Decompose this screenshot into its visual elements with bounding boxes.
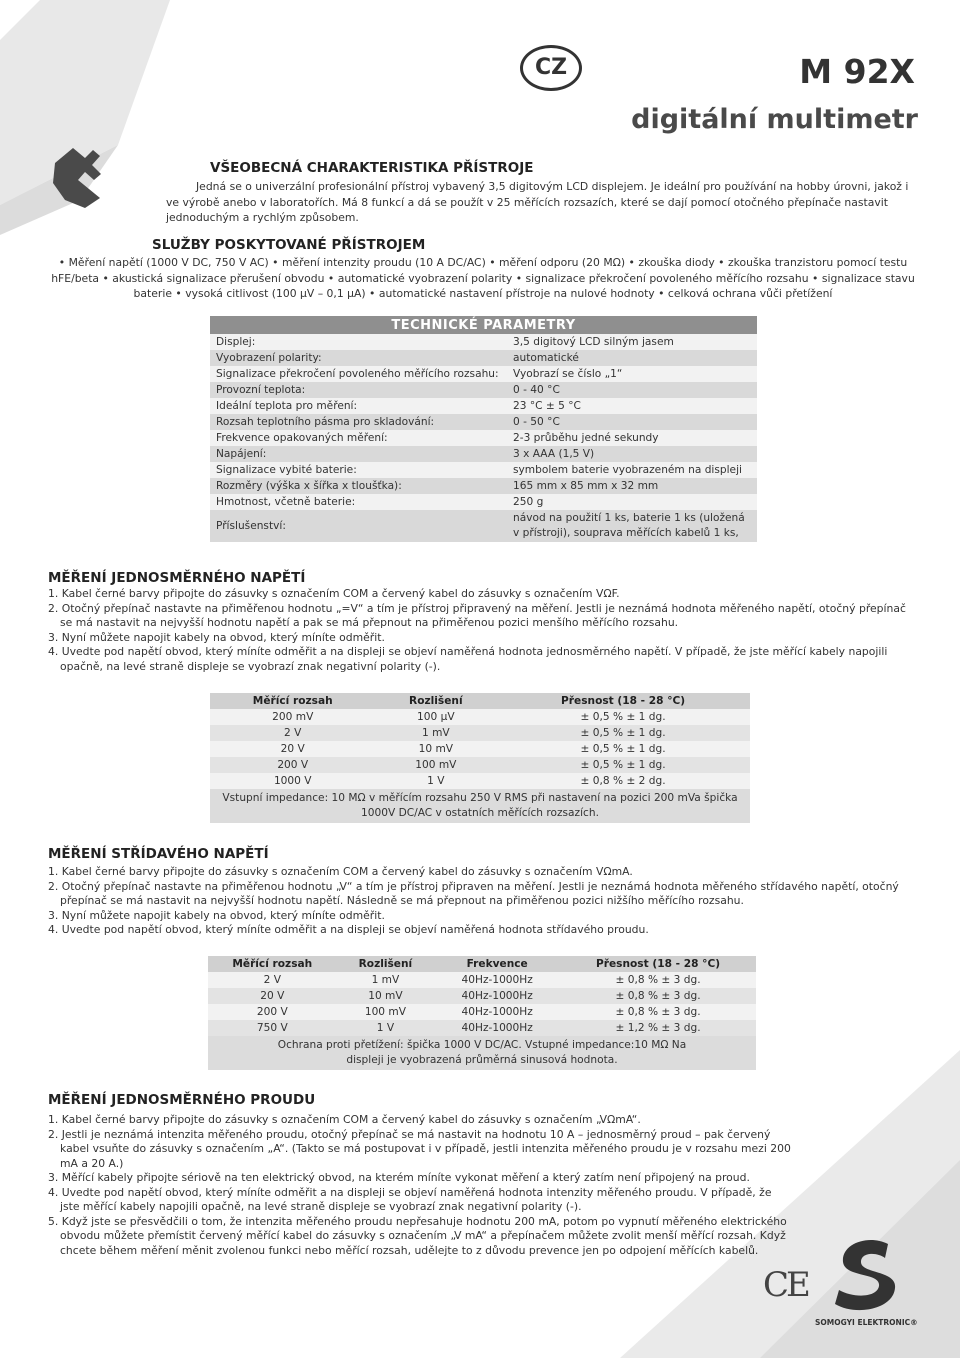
param-label: Vyobrazení polarity: xyxy=(210,350,507,366)
list-item: 3. Měřící kabely připojte sériově na ten elektrický obvod, na kterém míníte vykonat měření a který zatím není připojený na proud. xyxy=(48,1171,750,1184)
param-label: Provozní teplota: xyxy=(210,382,507,398)
table-row xyxy=(210,382,757,398)
tech-params-table xyxy=(210,316,757,542)
param-value: 2-3 průběhu jedné sekundy xyxy=(507,430,757,446)
table-note: Vstupní impedance: 10 MΩ v měřícím rozsahu 250 V RMS při nastavení na pozici 200 mVa špička 1000V DC/AC v ostatních měřících rozsazích. xyxy=(210,789,750,823)
dcv-steps xyxy=(48,587,918,674)
cell: ± 0,5 % ± 1 dg. xyxy=(496,725,750,741)
param-label: Ideální teplota pro měření: xyxy=(210,398,507,414)
table-row xyxy=(210,414,757,430)
table-row xyxy=(208,972,756,988)
cell: 100 μV xyxy=(375,709,496,725)
column-header: Přesnost (18 - 28 °C) xyxy=(560,956,756,972)
param-label: Signalizace překročení povoleného měřícího rozsahu: xyxy=(210,366,507,382)
cell: 1 mV xyxy=(375,725,496,741)
cell: ± 1,2 % ± 3 dg. xyxy=(560,1020,756,1036)
cell: 1 V xyxy=(375,773,496,789)
table-row xyxy=(210,741,750,757)
cell: 750 V xyxy=(208,1020,337,1036)
cell: 200 V xyxy=(210,757,375,773)
acv-table xyxy=(208,956,756,1070)
table-row xyxy=(210,725,750,741)
param-label: Napájení: xyxy=(210,446,507,462)
column-header: Rozlišení xyxy=(337,956,435,972)
table-row xyxy=(210,446,757,462)
table-row xyxy=(210,773,750,789)
cell: ± 0,5 % ± 1 dg. xyxy=(496,709,750,725)
brand-name: SOMOGYI ELEKTRONIC® xyxy=(815,1318,918,1327)
services-heading: SLUŽBY POSKYTOVANÉ PŘÍSTROJEM xyxy=(152,237,426,253)
table-row xyxy=(210,709,750,725)
param-label: Hmotnost, včetně baterie: xyxy=(210,494,507,510)
dcv-table xyxy=(210,693,750,823)
table-row xyxy=(208,1020,756,1036)
param-value: 3 x AAA (1,5 V) xyxy=(507,446,757,462)
cell: ± 0,8 % ± 3 dg. xyxy=(560,1004,756,1020)
param-value: 165 mm x 85 mm x 32 mm xyxy=(507,478,757,494)
table-row xyxy=(210,366,757,382)
model-number: M 92X xyxy=(799,52,915,91)
cell: 40Hz-1000Hz xyxy=(434,1004,560,1020)
param-value: 23 °C ± 5 °C xyxy=(507,398,757,414)
list-item: 1. Kabel černé barvy připojte do zásuvky s označením COM a červený kabel do zásuvky s označením VΩmA. xyxy=(48,865,633,878)
cell: 10 mV xyxy=(375,741,496,757)
list-item: 2. Otočný přepínač nastavte na přiměřenou hodnotu „=V“ a tím je přístroj připravený na měření. Jestli je neznámá hodnota měřeného napětí, otočný přepínač se má nastavit na nejvyšší hodnotu napětí a pak se má přepnout na přiměřenou pozici menšího měřícího rozsahu. xyxy=(48,601,906,629)
cell: 1000 V xyxy=(210,773,375,789)
general-text: Jedná se o univerzální profesionální přístroj vybavený 3,5 digitovým LCD displejem. Je ideální pro používání na hobby úrovni, jakož i ve výrobě anebo v laboratořích. Má 8 funkcí a dá se použít v 25 měřících rozsazích, které se dají pomocí otočného přepínače nastavit jednoduchým a rychlým způsobem. xyxy=(166,180,909,224)
dca-steps xyxy=(48,1113,793,1258)
cell: 2 V xyxy=(210,725,375,741)
dca-heading: MĚŘENÍ JEDNOSMĚRNÉHO PROUDU xyxy=(48,1092,316,1108)
list-item: 4. Uvedte pod napětí obvod, který míníte odměřit a na displeji se objeví naměřená hodnota jednosměrného napětí. V případě, že jste měřící kabely napojili opačně, na levé straně displeje se vyobrazí znak negativní polarity (-). xyxy=(48,645,888,673)
general-heading: VŠEOBECNÁ CHARAKTERISTIKA PŘÍSTROJE xyxy=(210,160,534,176)
cell: 2 V xyxy=(208,972,337,988)
param-value: symbolem baterie vyobrazeném na displeji xyxy=(507,462,757,478)
column-header: Rozlišení xyxy=(375,693,496,709)
table-row xyxy=(208,988,756,1004)
cell: 100 mV xyxy=(375,757,496,773)
param-value: automatické xyxy=(507,350,757,366)
param-value: 0 - 40 °C xyxy=(507,382,757,398)
list-item: 4. Uvedte pod napětí obvod, který míníte odměřit a na displeji se objeví naměřená hodnota střídavého proudu. xyxy=(48,923,649,936)
param-label: Displej: xyxy=(210,334,507,350)
table-row xyxy=(210,510,757,542)
param-value: 0 - 50 °C xyxy=(507,414,757,430)
cell: 100 mV xyxy=(337,1004,435,1020)
list-item: 1. Kabel černé barvy připojte do zásuvky s označením COM a červený kabel do zásuvky s označením „VΩmA“. xyxy=(48,1113,641,1126)
acv-steps xyxy=(48,865,918,938)
param-value: 3,5 digitový LCD silným jasem xyxy=(507,334,757,350)
table-row xyxy=(210,478,757,494)
ce-mark: CE xyxy=(763,1265,808,1305)
cell: 10 mV xyxy=(337,988,435,1004)
param-label: Frekvence opakovaných měření: xyxy=(210,430,507,446)
list-item: 2. Jestli je neznámá intenzita měřeného proudu, otočný přepínač se má nastavit na hodnotu 10 A – jednosměrný proud – pak červený kabel vsuňte do zásuvky s označením „A“. (Takto se má postupovat i v případě, jestli intenzita měřeného proudu je v rozsahu mezi 200 mA a 20 A.) xyxy=(48,1127,791,1170)
cell: 40Hz-1000Hz xyxy=(434,972,560,988)
table-row xyxy=(210,462,757,478)
table-row xyxy=(210,494,757,510)
list-item: 2. Otočný přepínač nastavte na přiměřenou hodnotu „V“ a tím je přístroj připraven na měření. Jestli je neznámá hodnota měřeného střídavého napětí, otočný přepínač se má nastavit na nejvyšší hodnotu napětí. Následně se má přepnout na přiměřenou pozici nižšího měřícího rozsahu. xyxy=(48,879,899,907)
cell: 1 V xyxy=(337,1020,435,1036)
table-row xyxy=(210,350,757,366)
list-item: 4. Uvedte pod napětí obvod, který míníte odměřit a na displeji se objeví naměřená hodnota intenzity měřeného proudu. V případě, že jste měřící kabely napojili opačně, na levé straně displeje se vyobrazí znak negativní polarity (-). xyxy=(48,1185,772,1213)
tech-params-title: TECHNICKÉ PARAMETRY xyxy=(210,316,757,334)
param-label: Rozsah teplotního pásma pro skladování: xyxy=(210,414,507,430)
column-header: Přesnost (18 - 28 °C) xyxy=(496,693,750,709)
cell: 20 V xyxy=(210,741,375,757)
param-label: Příslušenství: xyxy=(210,510,507,542)
acv-heading: MĚŘENÍ STŘÍDAVÉHO NAPĚTÍ xyxy=(48,846,269,862)
param-label: Rozměry (výška x šířka x tloušťka): xyxy=(210,478,507,494)
country-badge: CZ xyxy=(520,45,582,91)
table-row xyxy=(210,398,757,414)
param-value: 250 g xyxy=(507,494,757,510)
cell: ± 0,8 % ± 3 dg. xyxy=(560,972,756,988)
page-subtitle: digitální multimetr xyxy=(631,104,918,135)
column-header: Měřící rozsah xyxy=(208,956,337,972)
services-text: • Měření napětí (1000 V DC, 750 V AC) • měření intenzity proudu (10 A DC/AC) • měření odporu (20 MΩ) • zkouška diody • zkouška tranzistoru pomocí testu hFE/beta • akustická signalizace přerušení obvodu • automatické vyobrazení polarity • signalizace překročení povoleného měřícího rozsahu • signalizace stavu baterie • vysoká citlivost (100 μV – 0,1 μA) • automatické nastavení přístroje na nulové hodnoty • celková ochrana vůči přetížení xyxy=(51,256,915,300)
plug-icon xyxy=(45,138,120,213)
table-row xyxy=(210,430,757,446)
column-header: Frekvence xyxy=(434,956,560,972)
table-row xyxy=(208,1004,756,1020)
cell: ± 0,5 % ± 1 dg. xyxy=(496,741,750,757)
cell: ± 0,5 % ± 1 dg. xyxy=(496,757,750,773)
dcv-heading: MĚŘENÍ JEDNOSMĚRNÉHO NAPĚTÍ xyxy=(48,570,306,586)
list-item: 1. Kabel černé barvy připojte do zásuvky s označením COM a červený kabel do zásuvky s označením VΩF. xyxy=(48,587,620,600)
param-value: Vyobrazí se číslo „1“ xyxy=(507,366,757,382)
cell: ± 0,8 % ± 3 dg. xyxy=(560,988,756,1004)
list-item: 3. Nyní můžete napojit kabely na obvod, který míníte odměřit. xyxy=(48,630,385,644)
param-label: Signalizace vybité baterie: xyxy=(210,462,507,478)
cell: 200 V xyxy=(208,1004,337,1020)
list-item: 3. Nyní můžete napojit kabely na obvod, který míníte odměřit. xyxy=(48,908,385,922)
cell: 40Hz-1000Hz xyxy=(434,988,560,1004)
cell: 20 V xyxy=(208,988,337,1004)
list-item: 5. Když jste se přesvědčili o tom, že intenzita měřeného proudu nepřesahuje hodnotu 200 mA, potom po vypnutí měřeného elektrického obvodu můžete přemístit červený měřící kabel do zásuvky s označením „V mA“ a přepínačem můžete zvolit menší měřící rozsah. Když chcete během měření měnit zvolenou funkci nebo měřící rozsah, udělejte to z důvodu prevence jen po odpojení měřících kabelů. xyxy=(48,1214,787,1257)
column-header: Měřící rozsah xyxy=(210,693,375,709)
cell: 200 mV xyxy=(210,709,375,725)
cell: 40Hz-1000Hz xyxy=(434,1020,560,1036)
param-value: návod na použití 1 ks, baterie 1 ks (uložená v přístroji), souprava měřících kabelů 1 ks, xyxy=(507,510,757,542)
cell: 1 mV xyxy=(337,972,435,988)
somogyi-logo-icon xyxy=(833,1238,903,1314)
table-row xyxy=(210,334,757,350)
table-row xyxy=(210,757,750,773)
cell: ± 0,8 % ± 2 dg. xyxy=(496,773,750,789)
table-note: Ochrana proti přetížení: špička 1000 V DC/AC. Vstupné impedance:10 MΩ Na displeji je vyobrazená průměrná sinusová hodnota. xyxy=(208,1036,756,1070)
